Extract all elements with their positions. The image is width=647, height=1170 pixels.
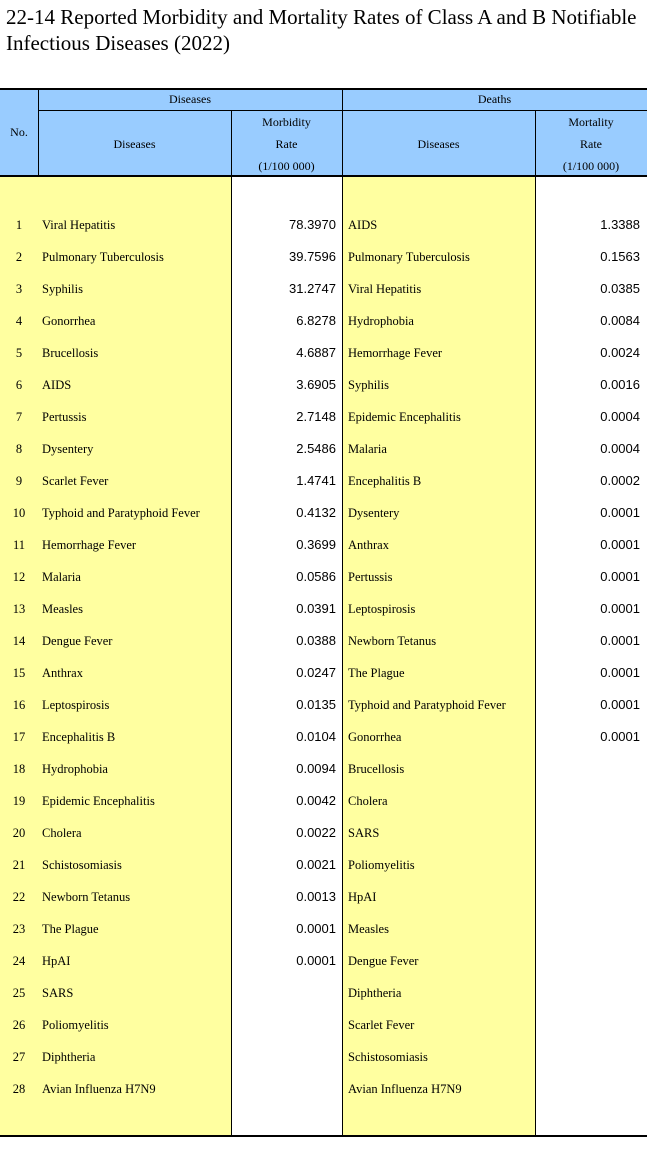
death-disease-name: Brucellosis xyxy=(348,762,405,776)
death-disease-name: Dengue Fever xyxy=(348,954,419,968)
death-disease-name: AIDS xyxy=(348,218,378,232)
bottom-rule xyxy=(0,1135,647,1137)
morbidity-rate: 0.0001 xyxy=(296,953,336,968)
death-disease-name: Malaria xyxy=(348,442,387,456)
morbidity-rate: 0.0022 xyxy=(296,825,336,840)
mortality-rate xyxy=(536,977,640,1009)
mortality-rate: 0.0084 xyxy=(600,313,640,328)
morbidity-rate: 6.8278 xyxy=(296,313,336,328)
row-number: 9 xyxy=(15,474,23,488)
title-line-1: 22-14 Reported Morbidity and Mortality Rates of Class A and B Notifiable xyxy=(6,5,637,29)
mortality-rate: 0.0385 xyxy=(600,281,640,296)
disease-name: Measles xyxy=(42,602,83,616)
disease-name: Hemorrhage Fever xyxy=(42,538,137,552)
disease-name: Schistosomiasis xyxy=(42,858,122,872)
header-morbidity-line1: Morbidity xyxy=(262,115,311,129)
row-number: 15 xyxy=(12,666,26,680)
death-disease-name: Gonorrhea xyxy=(348,730,402,744)
disease-name: The Plague xyxy=(42,922,99,936)
disease-name: Brucellosis xyxy=(42,346,99,360)
morbidity-rate: 0.0391 xyxy=(296,601,336,616)
death-disease-name: Encephalitis B xyxy=(348,474,422,488)
death-disease-name: Pertussis xyxy=(348,570,393,584)
header-mortality-line1: Mortality xyxy=(568,115,614,129)
death-disease-name: Typhoid and Paratyphoid Fever xyxy=(348,698,506,712)
mortality-rate: 0.0024 xyxy=(600,345,640,360)
mortality-rate: 0.0001 xyxy=(600,569,640,584)
disease-name: Scarlet Fever xyxy=(42,474,109,488)
death-disease-name: Pulmonary Tuberculosis xyxy=(348,250,470,264)
morbidity-rate: 0.0001 xyxy=(296,921,336,936)
data-table xyxy=(0,88,647,1138)
death-disease-name: Hydrophobia xyxy=(348,314,414,328)
header-right-diseases: Diseases xyxy=(417,137,460,151)
morbidity-rate xyxy=(232,1041,336,1073)
row-number: 5 xyxy=(15,346,23,360)
disease-name: Dengue Fever xyxy=(42,634,113,648)
morbidity-rate xyxy=(232,1073,336,1105)
row-number: 14 xyxy=(12,634,26,648)
morbidity-rate: 78.3970 xyxy=(289,217,336,232)
row-number: 13 xyxy=(12,602,26,616)
morbidity-rate: 2.5486 xyxy=(296,441,336,456)
row-number: 8 xyxy=(15,442,23,456)
morbidity-rate: 3.6905 xyxy=(296,377,336,392)
mortality-rate xyxy=(536,1041,640,1073)
death-disease-name: Scarlet Fever xyxy=(348,1018,415,1032)
header-morbidity-line3: (1/100 000) xyxy=(258,159,315,173)
morbidity-rate: 0.0042 xyxy=(296,793,336,808)
morbidity-rate xyxy=(232,977,336,1009)
morbidity-rate: 4.6887 xyxy=(296,345,336,360)
mortality-rate xyxy=(536,913,640,945)
row-number: 25 xyxy=(12,986,26,1000)
death-disease-name: Anthrax xyxy=(348,538,389,552)
death-disease-name: Measles xyxy=(348,922,389,936)
row-number: 17 xyxy=(12,730,26,744)
row-number: 11 xyxy=(12,538,26,552)
title-line-2: Infectious Diseases (2022) xyxy=(6,31,230,55)
disease-name: Typhoid and Paratyphoid Fever xyxy=(42,506,200,520)
morbidity-rate: 0.0021 xyxy=(296,857,336,872)
death-disease-name: Schistosomiasis xyxy=(348,1050,428,1064)
death-disease-name: Syphilis xyxy=(348,378,389,392)
row-number: 28 xyxy=(12,1082,26,1096)
mortality-rate: 0.0001 xyxy=(600,633,640,648)
disease-name: SARS xyxy=(42,986,74,1000)
death-disease-name: Dysentery xyxy=(348,506,400,520)
death-disease-name: Epidemic Encephalitis xyxy=(348,410,461,424)
header-morbidity-line2: Rate xyxy=(275,137,298,151)
mortality-rate xyxy=(536,881,640,913)
mortality-rate: 0.0001 xyxy=(600,505,640,520)
row-number: 26 xyxy=(12,1018,26,1032)
morbidity-rate xyxy=(232,1009,336,1041)
disease-name: Newborn Tetanus xyxy=(42,890,131,904)
morbidity-rate: 39.7596 xyxy=(289,249,336,264)
mortality-rate: 0.0016 xyxy=(600,377,640,392)
row-number: 27 xyxy=(12,1050,26,1064)
mortality-rate: 1.3388 xyxy=(600,217,640,232)
row-number: 23 xyxy=(12,922,26,936)
disease-name: Pertussis xyxy=(42,410,87,424)
mortality-rate xyxy=(536,817,640,849)
morbidity-rate: 0.3699 xyxy=(296,537,336,552)
row-number: 20 xyxy=(12,826,26,840)
morbidity-rate: 1.4741 xyxy=(296,473,336,488)
header-no: No. xyxy=(10,125,28,139)
mortality-rate: 0.0002 xyxy=(600,473,640,488)
morbidity-rate: 0.0013 xyxy=(296,889,336,904)
mortality-rate xyxy=(536,753,640,785)
morbidity-rate: 31.2747 xyxy=(289,281,336,296)
morbidity-rate: 0.0586 xyxy=(296,569,336,584)
mortality-rate xyxy=(536,945,640,977)
disease-name: Malaria xyxy=(42,570,81,584)
mortality-rate: 0.0001 xyxy=(600,729,640,744)
death-disease-name: Cholera xyxy=(348,794,388,808)
disease-name: HpAI xyxy=(42,954,71,968)
mortality-rate: 0.0001 xyxy=(600,697,640,712)
mortality-rate: 0.0001 xyxy=(600,537,640,552)
death-disease-name: SARS xyxy=(348,826,380,840)
row-number: 24 xyxy=(12,954,26,968)
header-mortality-line3: (1/100 000) xyxy=(562,159,620,173)
row-number: 12 xyxy=(12,570,26,584)
disease-name: Cholera xyxy=(42,826,82,840)
disease-name: Avian Influenza H7N9 xyxy=(42,1082,156,1096)
row-number: 7 xyxy=(15,410,23,424)
row-number: 22 xyxy=(12,890,26,904)
disease-name: Dysentery xyxy=(42,442,94,456)
mortality-rate xyxy=(536,1073,640,1105)
header-group-diseases: Diseases xyxy=(169,92,211,106)
disease-name: Viral Hepatitis xyxy=(42,218,116,232)
disease-name: Pulmonary Tuberculosis xyxy=(42,250,164,264)
death-disease-name: HpAI xyxy=(348,890,377,904)
row-number: 21 xyxy=(12,858,26,872)
row-number: 2 xyxy=(15,250,23,264)
death-disease-name: Newborn Tetanus xyxy=(348,634,437,648)
mortality-rate xyxy=(536,785,640,817)
death-disease-name: The Plague xyxy=(348,666,405,680)
mortality-rate: 0.0004 xyxy=(600,409,640,424)
mortality-rate xyxy=(536,1009,640,1041)
row-number: 3 xyxy=(15,282,23,296)
row-number: 16 xyxy=(12,698,26,712)
disease-name: Hydrophobia xyxy=(42,762,108,776)
page-title xyxy=(6,4,646,56)
morbidity-rate: 0.0247 xyxy=(296,665,336,680)
death-disease-name: Poliomyelitis xyxy=(348,858,415,872)
morbidity-rate: 0.0388 xyxy=(296,633,336,648)
death-disease-name: Hemorrhage Fever xyxy=(348,346,443,360)
morbidity-rate: 0.0094 xyxy=(296,761,336,776)
death-disease-name: Avian Influenza H7N9 xyxy=(348,1082,462,1096)
morbidity-rate: 0.0104 xyxy=(296,729,336,744)
mortality-rate: 0.0004 xyxy=(600,441,640,456)
row-number: 10 xyxy=(12,506,26,520)
morbidity-rate: 0.0135 xyxy=(296,697,336,712)
row-number: 6 xyxy=(15,378,23,392)
death-disease-name: Leptospirosis xyxy=(348,602,416,616)
death-disease-name: Viral Hepatitis xyxy=(348,282,422,296)
mortality-rate: 0.0001 xyxy=(600,665,640,680)
mortality-rate: 0.1563 xyxy=(600,249,640,264)
disease-name: Gonorrhea xyxy=(42,314,96,328)
disease-name: Syphilis xyxy=(42,282,83,296)
header-left-diseases: Diseases xyxy=(113,137,156,151)
col-divider-center xyxy=(342,88,343,1136)
disease-name: Anthrax xyxy=(42,666,83,680)
disease-name: Encephalitis B xyxy=(42,730,116,744)
mortality-rate: 0.0001 xyxy=(600,601,640,616)
disease-name: Diphtheria xyxy=(42,1050,96,1064)
header-group-deaths: Deaths xyxy=(477,92,512,106)
disease-name: Leptospirosis xyxy=(42,698,110,712)
mortality-rate xyxy=(536,849,640,881)
disease-name: Epidemic Encephalitis xyxy=(42,794,155,808)
morbidity-rate: 0.4132 xyxy=(296,505,336,520)
death-disease-name: Diphtheria xyxy=(348,986,402,1000)
header-mortality-line2: Rate xyxy=(580,137,602,151)
row-number: 1 xyxy=(15,218,23,232)
row-number: 4 xyxy=(15,314,23,328)
row-number: 18 xyxy=(12,762,26,776)
disease-name: AIDS xyxy=(42,378,72,392)
disease-name: Poliomyelitis xyxy=(42,1018,109,1032)
morbidity-rate: 2.7148 xyxy=(296,409,336,424)
row-number: 19 xyxy=(12,794,26,808)
